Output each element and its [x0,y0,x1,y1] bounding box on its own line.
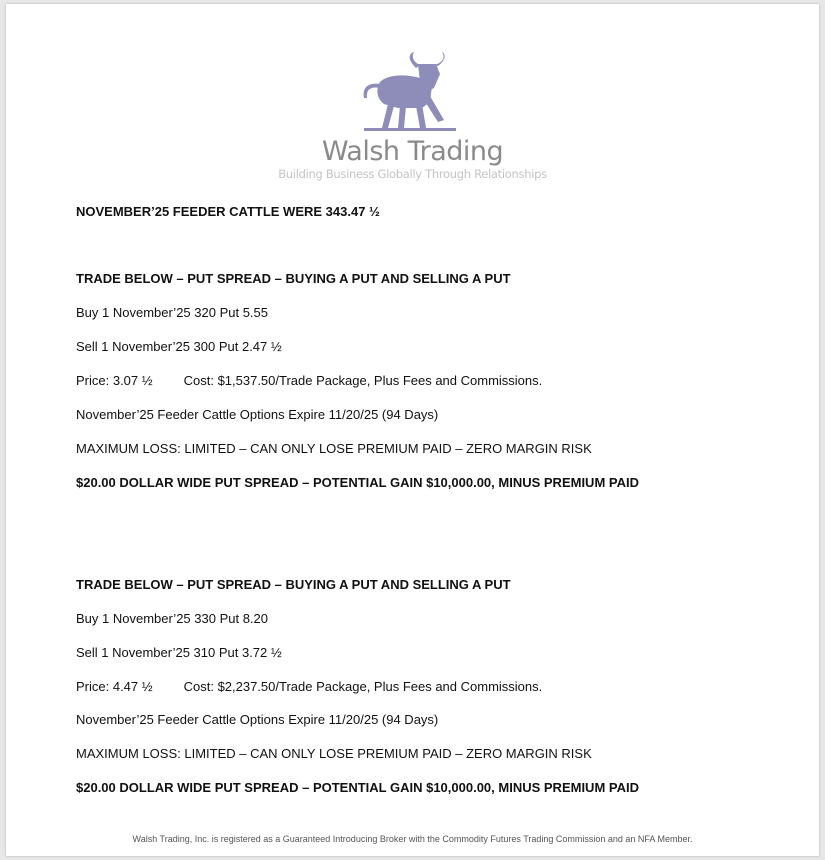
trade-2-price-row [76,679,542,694]
brand-tagline: Building Business Globally Through Relationships [278,167,547,181]
trade-1-cost: Cost: $1,537.50/Trade Package, Plus Fees and Commissions. [183,373,543,388]
trade-1-expire: November’25 Feeder Cattle Options Expire 11/20/25 (94 Days) [76,407,439,422]
trade-1-sell: Sell 1 November’25 300 Put 2.47 ½ [76,339,282,354]
trade-2-max-loss: MAXIMUM LOSS: LIMITED – CAN ONLY LOSE PREMIUM PAID – ZERO MARGIN RISK [76,746,592,761]
trade-1-title: TRADE BELOW – PUT SPREAD – BUYING A PUT AND SELLING A PUT [76,271,511,286]
trade-1-buy: Buy 1 November’25 320 Put 5.55 [76,305,268,320]
company-logo [6,52,819,181]
trade-1-price: Price: 3.07 ½ [76,373,153,388]
trade-1-price-row [76,373,542,388]
trade-2-price: Price: 4.47 ½ [76,679,153,694]
brand-name: Walsh Trading [321,136,504,167]
trade-2-expire: November’25 Feeder Cattle Options Expire 11/20/25 (94 Days) [76,712,439,727]
trade-2-sell: Sell 1 November’25 310 Put 3.72 ½ [76,645,282,660]
document-page [6,4,819,856]
trade-2-gain: $20.00 DOLLAR WIDE PUT SPREAD – POTENTIAL GAIN $10,000.00, MINUS PREMIUM PAID [76,780,639,795]
footer-disclaimer: Walsh Trading, Inc. is registered as a Guaranteed Introducing Broker with the Commodity Futures Trading Commission and an NFA Member. [132,834,693,844]
trade-2-cost: Cost: $2,237.50/Trade Package, Plus Fees and Commissions. [183,679,543,694]
bull-logo-icon [358,52,468,132]
headline: NOVEMBER’25 FEEDER CATTLE WERE 343.47 ½ [76,204,380,219]
trade-2-title: TRADE BELOW – PUT SPREAD – BUYING A PUT AND SELLING A PUT [76,577,511,592]
trade-2-buy: Buy 1 November’25 330 Put 8.20 [76,611,268,626]
trade-1-max-loss: MAXIMUM LOSS: LIMITED – CAN ONLY LOSE PREMIUM PAID – ZERO MARGIN RISK [76,441,592,456]
trade-1-gain: $20.00 DOLLAR WIDE PUT SPREAD – POTENTIAL GAIN $10,000.00, MINUS PREMIUM PAID [76,475,639,490]
